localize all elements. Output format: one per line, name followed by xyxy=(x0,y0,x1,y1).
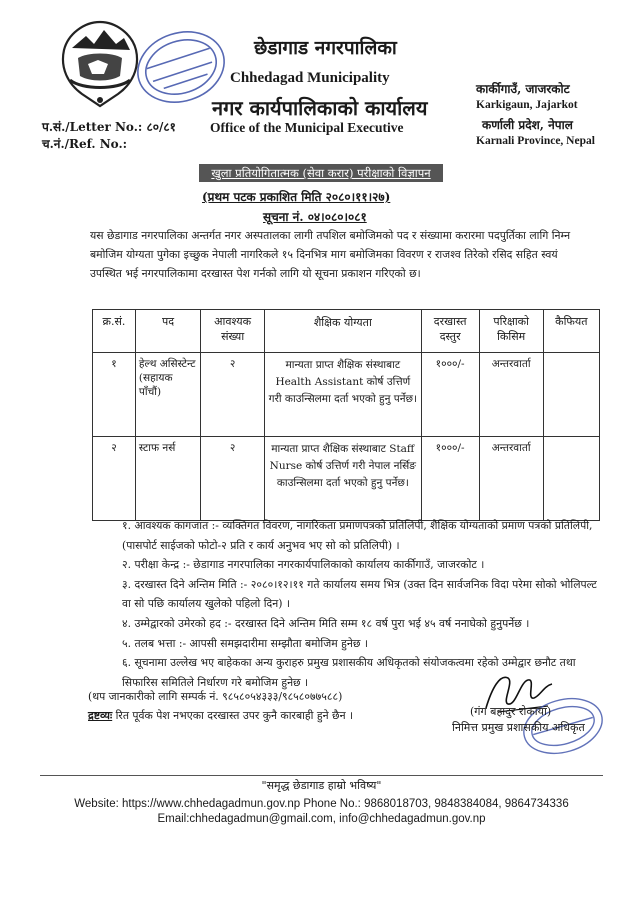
header-post: पद xyxy=(135,310,200,353)
notice-intro: यस छेडागाड नगरपालिका अन्तर्गत नगर अस्पतालका लागी तपशिल बमोजिमको पद र संख्यामा करारमा पदपुर्तिका लागि निम्न बमोजिम योग्यता पुगेका इच्छुक नेपाली नागरिकले १५ दिनभित्र माग बमोजिमका विवरण र राजश्व तिरेको रसिद सहित स्वयं उपस्थित भई नगरपालिकामा दरखास्त पेश गर्नको लागि यो सूचना प्रकाशन गरिएको छ। xyxy=(90,229,571,280)
cell-post: स्टाफ नर्स xyxy=(135,437,200,521)
footer-email: Email:chhedagadmun@gmail.com, info@chhedagadmun.gov.np xyxy=(157,813,486,825)
header-count: आवश्यक संख्या xyxy=(201,310,265,353)
note-text: रित पूर्वक पेश नभएका दरखास्त उपर कुनै कारबाही हुने छैन । xyxy=(112,709,354,722)
municipality-name-english: Chhedagad Municipality xyxy=(230,70,390,86)
cell-qualification: मान्यता प्राप्त शैक्षिक संस्थाबाट Health Assistant कोर्ष उत्तिर्ण गरी काउन्सिलमा दर्ता भएको हुनु पर्नेछ। xyxy=(265,353,422,437)
province-english: Karnali Province, Nepal xyxy=(476,135,595,147)
condition-item: ४. उम्मेद्वारको उमेरको हद :- दरखास्त दिने अन्तिम मिति सम्म १८ वर्ष पुरा भई ४५ वर्ष ननाघेको हुनुपर्नेछ । xyxy=(122,616,530,630)
header-serial: क्र.सं. xyxy=(93,310,136,353)
notice-number: सूचना नं. ०४।०८०।०८१ xyxy=(263,210,367,224)
cell-remarks xyxy=(543,437,599,521)
condition-item: ३. दरखास्त दिने अन्तिम मिति :- २०८०।१२।११ गते कार्यालय समय भित्र (उक्त दिन सार्वजनिक विदा परेमा सोको भोलिपल्ट वा सो पछि कार्यालय खुलेको पहिलो दिन) । xyxy=(122,577,597,611)
cell-exam-type: अन्तरवार्ता xyxy=(479,437,543,521)
signatory-name: (गंग बहादुर रोकाया) xyxy=(470,705,552,718)
reference-number: च.नं./Ref. No.: xyxy=(42,137,128,151)
table-row xyxy=(93,353,600,437)
cell-count: २ xyxy=(201,437,265,521)
condition-item: १. आवश्यक कागजात :- व्यक्तिगत विवरण, नागरिकता प्रमाणपत्रको प्रतिलिपी, शैक्षिक योग्यताको प्रमाण पत्रको प्रतिलिपी, (पासपोर्ट साईजको फोटो-२ प्रति र कार्य अनुभव भए सो को प्रतिलिपी) । xyxy=(122,519,593,552)
header-remarks: कैफियत xyxy=(543,310,599,353)
cell-remarks xyxy=(543,353,599,437)
table-row xyxy=(93,437,600,521)
municipality-name-nepali: छेडागाड नगरपालिका xyxy=(254,37,397,59)
header-qualification: शैक्षिक योग्यता xyxy=(265,310,422,353)
footer-divider xyxy=(40,775,603,776)
contact-info: (थप जानकारीको लागि सम्पर्क नं. ९८५८०५४३३३/९८५८०७७५८८) xyxy=(88,690,343,703)
address-nepali: कार्कीगाउँ, जाजरकोट xyxy=(476,82,570,96)
footer-slogan: "समृद्ध छेडागाड हाम्रो भविष्य" xyxy=(261,779,382,792)
letter-number: प.सं./Letter No.: ८०/८१ xyxy=(42,120,176,134)
publication-date: (प्रथम पटक प्रकाशित मिति २०८०।११।२७) xyxy=(202,190,391,204)
notice-title: खुला प्रतियोगितात्मक (सेवा करार) परीक्षाको विज्ञापन xyxy=(199,164,443,182)
note xyxy=(88,708,353,723)
header-exam-type: परिक्षाको किसिम xyxy=(479,310,543,353)
office-name-nepali: नगर कार्यपालिकाको कार्यालय xyxy=(212,96,428,120)
conditions-list xyxy=(88,516,600,692)
cell-fee: १०००/- xyxy=(421,437,479,521)
province-nepali: कर्णाली प्रदेश, नेपाल xyxy=(482,118,573,132)
signatory-title: निमित्त प्रमुख प्रशासकीय अधिकृत xyxy=(452,721,585,734)
cell-serial: १ xyxy=(93,353,136,437)
condition-item: ५. तलब भत्ता :- आपसी समझदारीमा सम्झौता बमोजिम हुनेछ । xyxy=(122,636,368,650)
office-name-english: Office of the Municipal Executive xyxy=(210,120,404,135)
nepal-emblem-logo xyxy=(58,18,142,110)
cell-exam-type: अन्तरवार्ता xyxy=(479,353,543,437)
condition-item: २. परीक्षा केन्द्र :- छेडागाड नगरपालिका नगरकार्यपालिकाको कार्यालय कार्कीगाउँ, जाजरकोट । xyxy=(122,558,485,572)
cell-fee: १०००/- xyxy=(421,353,479,437)
cell-serial: २ xyxy=(93,437,136,521)
header-fee: दरखास्त दस्तुर xyxy=(421,310,479,353)
table-header-row xyxy=(93,310,600,353)
condition-item: ६. सूचनामा उल्लेख भए बाहेकका अन्य कुराहरु प्रमुख प्रशासकीय अधिकृतको संयोजकत्वमा रहेको उम्मेद्वार छनौट तथा सिफारिस समितिले निर्धारण गरे बमोजिम हुनेछ । xyxy=(122,656,576,689)
address-english: Karkigaun, Jajarkot xyxy=(476,99,578,111)
note-label: द्रष्टव्यः xyxy=(88,709,113,722)
cell-count: २ xyxy=(201,353,265,437)
cell-qualification: मान्यता प्राप्त शैक्षिक संस्थाबाट Staff Nurse कोर्ष उत्तिर्ण गरी नेपाल नर्सिङ काउन्सिलमा दर्ता भएको हुनु पर्नेछ। xyxy=(265,437,422,521)
cell-post: हेल्थ असिस्टेन्ट (सहायक पाँचौं) xyxy=(135,353,200,437)
footer-website-phone: Website: https://www.chhedagadmun.gov.np Phone No.: 9868018703, 9848384084, 9864734336 xyxy=(74,798,569,810)
vacancy-table xyxy=(92,309,600,521)
